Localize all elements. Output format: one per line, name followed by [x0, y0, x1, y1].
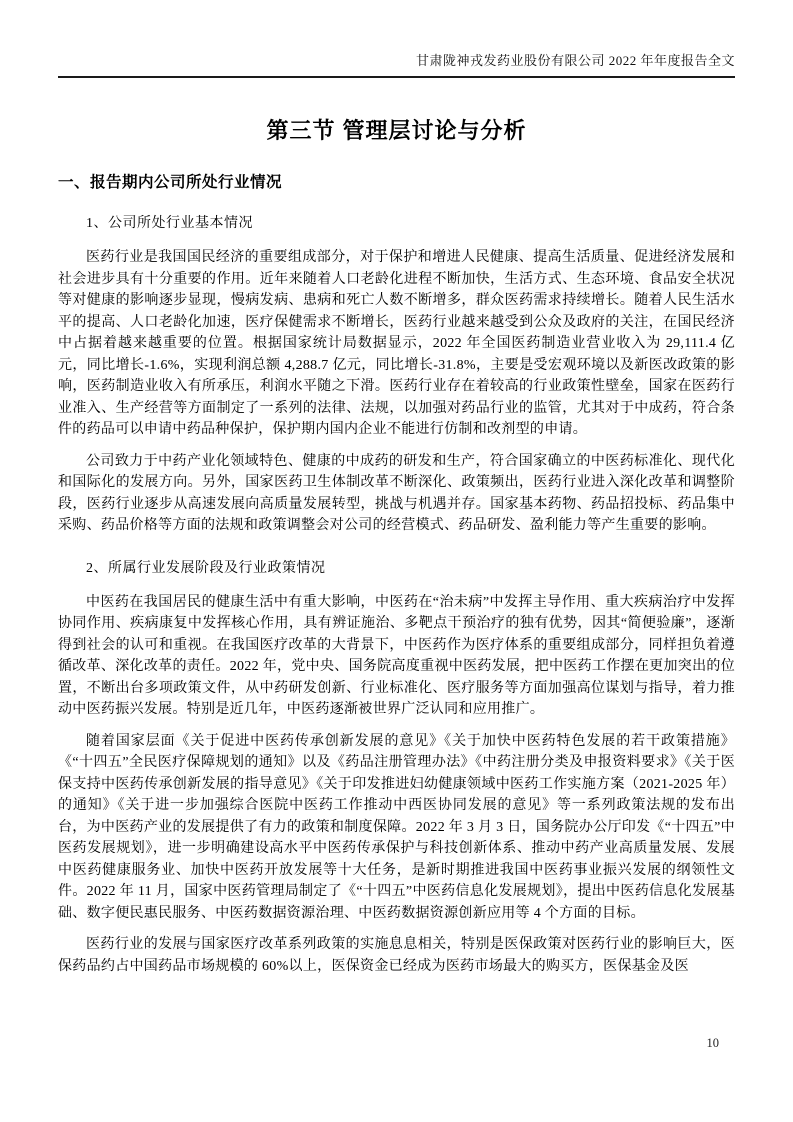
subsection-heading-1: 1、公司所处行业基本情况 — [86, 216, 253, 231]
paragraph: 中医药在我国居民的健康生活中有重大影响，中医药在“治未病”中发挥主导作用、重大疾病治疗中发挥协同作用、疾病康复中发挥核心作用，具有辨证施治、多靶点干预治疗的独有优势，因其“简便验廉”，逐渐得到社会的认可和重视。在我国医疗改革的大背景下，中医药作为医疗体系的重要组成部分，同样担负着遵循改革、深化改革的责任。2022 年，党中央、国务院高度重视中医药发展，把中医药工作摆在更加突出的位置，不断出台多项政策文件，从中药研发创新、行业标准化、医疗服务等方面加强高位谋划与指导，着力推动中医药振兴发展。特别是近几年，中医药逐渐被世界广泛认同和应用推广。 — [58, 594, 735, 717]
subsection-heading-2: 2、所属行业发展阶段及行业政策情况 — [86, 560, 326, 576]
paragraph: 医药行业的发展与国家医疗改革系列政策的实施息息相关，特别是医保政策对医药行业的影响巨大，医保药品约占中国药品市场规模的 60%以上，医保资金已经成为医药市场最大的购买方，医保基金及医 — [58, 937, 735, 974]
page-footer — [707, 1036, 720, 1051]
section-heading: 一、报告期内公司所处行业情况 — [58, 174, 283, 191]
paragraph: 随着国家层面《关于促进中医药传承创新发展的意见》《关于加快中医药特色发展的若干政策措施》《“十四五”全民医疗保障规划的通知》以及《药品注册管理办法》《中药注册分类及申报资料要求》《关于医保支持中医药传承创新发展的指导意见》《关于印发推进妇幼健康领域中医药工作实施方案（2021-2025 年）的通知》《关于进一步加强综合医院中医药工作推动中西医协同发展的意见》等一系列政策法规的发布出台，为中医药产业的发展提供了有力的政策和制度保障。2022 年 3 月 3 日，国务院办公厅印发《“十四五”中医药发展规划》，进一步明确建设高水平中医药传承保护与科技创新体系、推动中药产业高质量发展、发展中医药健康服务业、加快中医药开放发展等十大任务，是新时期推进我国中医药事业振兴发展的纲领性文件。2022 年 11 月，国家中医药管理局制定了《“十四五”中医药信息化发展规划》，提出中医药信息化发展基础、数字便民惠民服务、中医药数据资源治理、中医药数据资源创新应用等 4 个方面的目标。 — [58, 733, 735, 921]
chapter-title: 第三节 管理层讨论与分析 — [266, 118, 527, 143]
paragraph: 医药行业是我国国民经济的重要组成部分，对于保护和增进人民健康、提高生活质量、促进经济发展和社会进步具有十分重要的作用。近年来随着人口老龄化进程不断加快，生活方式、生态环境、食品安全状况等对健康的影响逐步显现，慢病发病、患病和死亡人数不断增多，群众医药需求持续增长。随着人民生活水平的提高、人口老龄化加速，医疗保健需求不断增长，医药行业越来越受到公众及政府的关注，在国民经济中占据着越来越重要的位置。根据国家统计局数据显示，2022 年全国医药制造业营业收入为 29,111.4 亿元，同比增长-1.6%，实现利润总额 4,288.7 亿元，同比增长-31.8%，主要是受宏观环境以及新医改政策的影响，医药制造业收入有所承压，利润水平随之下滑。医药行业存在着较高的行业政策性壁垒，国家在医药行业准入、生产经营等方面制定了一系列的法律、法规，以加强对药品行业的监管，尤其对于中成药，符合条件的药品可以申请中药品种保护，保护期内国内企业不能进行仿制和改剂型的申请。 — [58, 250, 735, 437]
header-title: 甘肃陇神戎发药业股份有限公司 2022 年年度报告全文 — [415, 53, 735, 68]
page-header — [58, 0, 735, 78]
paragraph: 公司致力于中药产业化领域特色、健康的中成药的研发和生产，符合国家确立的中医药标准化、现代化和国际化的发展方向。另外，国家医药卫生体制改革不断深化、政策频出，医药行业进入深化改革和调整阶段，医药行业逐步从高速发展向高质量发展转型，挑战与机遇并存。国家基本药物、药品招投标、药品集中采购、药品价格等方面的法规和政策调整会对公司的经营模式、药品研发、盈利能力等产生重要的影响。 — [58, 453, 735, 533]
page-number: 10 — [706, 1036, 719, 1050]
